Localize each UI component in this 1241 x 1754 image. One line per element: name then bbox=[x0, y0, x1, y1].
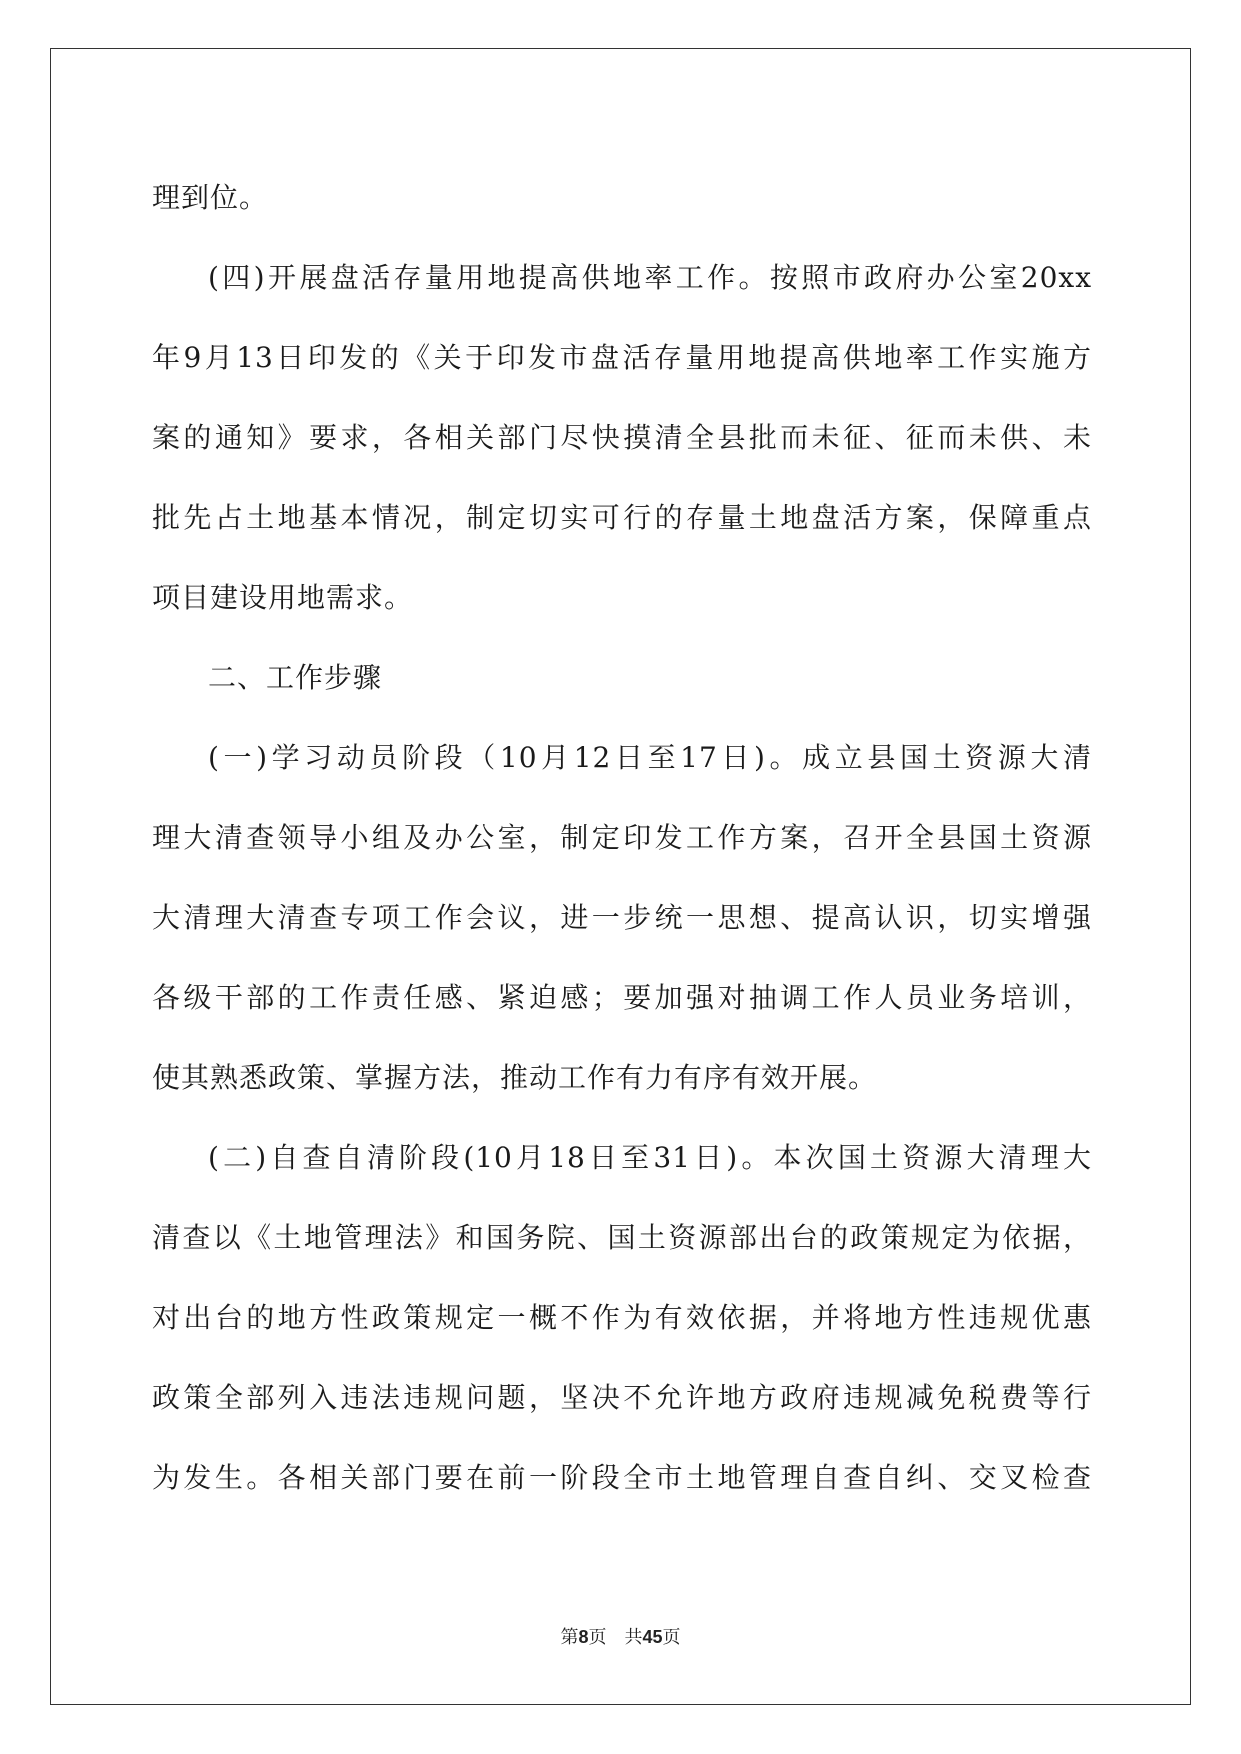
text-line: 大清理大清查专项工作会议，进一步统一思想、提高认识，切实增强 bbox=[152, 901, 1092, 934]
total-prefix: 共 bbox=[624, 1627, 643, 1648]
page-footer bbox=[0, 1623, 1241, 1649]
page-number: 8 bbox=[578, 1627, 589, 1647]
text-line: 对出台的地方性政策规定一概不作为有效依据，并将地方性违规优惠 bbox=[152, 1301, 1092, 1334]
text-line: 案的通知》要求，各相关部门尽快摸清全县批而未征、征而未供、未 bbox=[152, 421, 1092, 454]
total-suffix: 页 bbox=[662, 1627, 681, 1648]
text-line: 各级干部的工作责任感、紧迫感；要加强对抽调工作人员业务培训， bbox=[152, 981, 1092, 1014]
text-line: 清查以《土地管理法》和国务院、国土资源部出台的政策规定为依据， bbox=[152, 1221, 1092, 1254]
page-suffix: 页 bbox=[588, 1627, 607, 1648]
text-line: 政策全部列入违法违规问题，坚决不允许地方政府违规减免税费等行 bbox=[152, 1381, 1092, 1414]
text-line: 年9月13日印发的《关于印发市盘活存量用地提高供地率工作实施方 bbox=[152, 341, 1092, 374]
section-heading: 二、工作步骤 bbox=[208, 661, 383, 694]
total-pages: 45 bbox=[642, 1627, 663, 1647]
document-body bbox=[152, 158, 1092, 1518]
text-line: 理到位。 bbox=[152, 181, 269, 214]
text-line: 项目建设用地需求。 bbox=[152, 581, 414, 614]
text-line: 理大清查领导小组及办公室，制定印发工作方案，召开全县国土资源 bbox=[152, 821, 1092, 854]
paragraph-start-line: (二)自查自清阶段(10月18日至31日)。本次国土资源大清理大 bbox=[208, 1141, 1092, 1174]
paragraph-start-line: (四)开展盘活存量用地提高供地率工作。按照市政府办公室20xx bbox=[208, 261, 1092, 294]
page-prefix: 第 bbox=[560, 1627, 579, 1648]
text-line: 使其熟悉政策、掌握方法，推动工作有力有序有效开展。 bbox=[152, 1061, 878, 1094]
text-line: 批先占土地基本情况，制定切实可行的存量土地盘活方案，保障重点 bbox=[152, 501, 1092, 534]
paragraph-start-line: (一)学习动员阶段（10月12日至17日)。成立县国土资源大清 bbox=[208, 741, 1092, 774]
text-line: 为发生。各相关部门要在前一阶段全市土地管理自查自纠、交叉检查 bbox=[152, 1461, 1092, 1494]
